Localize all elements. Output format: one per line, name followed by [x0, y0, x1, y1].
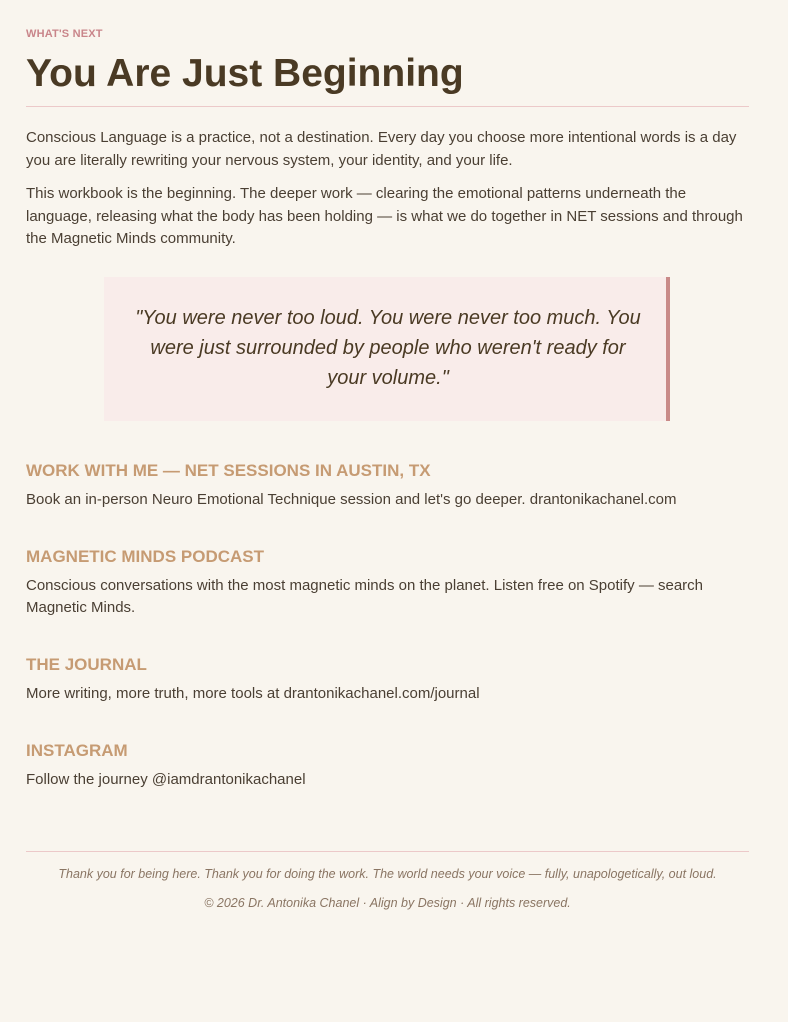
footer-thanks: Thank you for being here. Thank you for doing the work. The world needs your voice — fully, unapologetically, out loud. [58, 867, 717, 881]
title-divider [26, 106, 749, 107]
footer-divider [26, 851, 749, 852]
pull-quote-text: "You were never too loud. You were never too much. You were just surrounded by people who weren't ready for your volume." [135, 307, 641, 389]
page-title: You Are Just Beginning [26, 52, 464, 95]
section-journal [26, 655, 749, 705]
section-body: Book an in-person Neuro Emotional Technique session and let's go deeper. drantonikachanel.com [26, 491, 677, 508]
intro-paragraph: This workbook is the beginning. The deeper work — clearing the emotional patterns underneath the language, releasing what the body has been holding — is what we do together in NET sessions and through the Magnetic Minds community. [26, 185, 743, 247]
pull-quote [104, 277, 670, 421]
intro-text [26, 127, 749, 262]
section-heading: MAGNETIC MINDS PODCAST [26, 547, 264, 566]
section-heading: THE JOURNAL [26, 655, 147, 674]
section-instagram [26, 741, 749, 791]
section-body: Follow the journey @iamdrantonikachanel [26, 771, 306, 788]
section-body: More writing, more truth, more tools at drantonikachanel.com/journal [26, 685, 480, 702]
intro-paragraph: Conscious Language is a practice, not a destination. Every day you choose more intentional words is a day you are literally rewriting your nervous system, your identity, and your life. [26, 129, 737, 169]
section-eyebrow: WHAT'S NEXT [26, 28, 103, 40]
section-heading: INSTAGRAM [26, 741, 128, 760]
section-body: Conscious conversations with the most magnetic minds on the planet. Listen free on Spotify — search Magnetic Minds. [26, 577, 704, 616]
footer-copyright: © 2026 Dr. Antonika Chanel · Align by Design · All rights reserved. [204, 896, 571, 910]
section-work-with-me [26, 461, 749, 511]
section-heading: WORK WITH ME — NET SESSIONS IN AUSTIN, TX [26, 461, 431, 480]
section-podcast [26, 547, 749, 619]
